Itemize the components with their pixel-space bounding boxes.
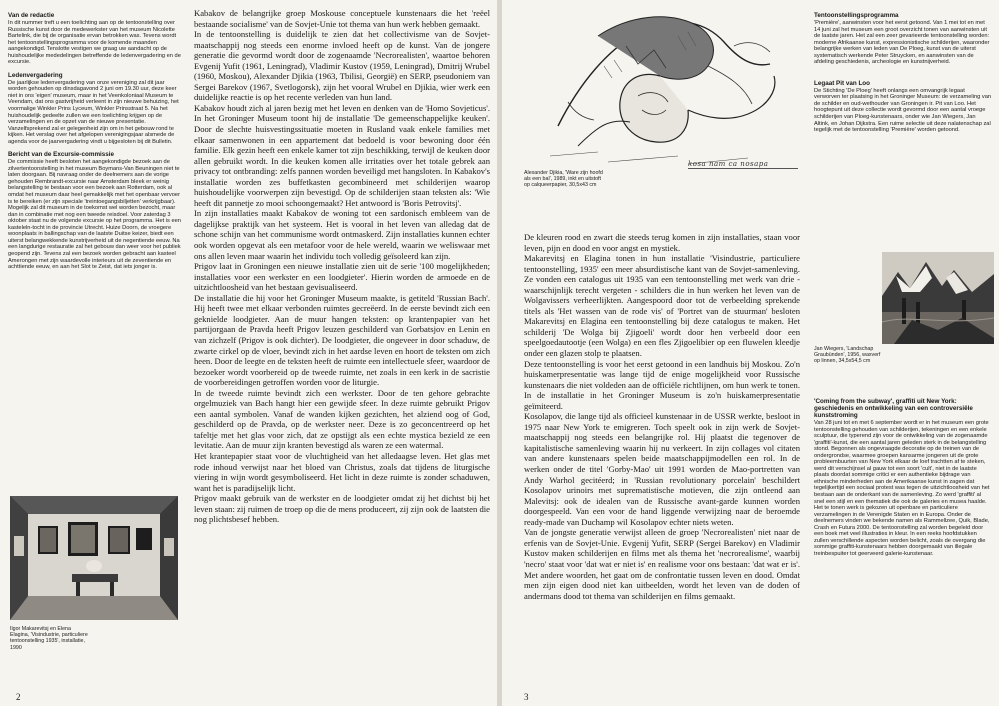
main-paragraph: De installatie die hij voor het Groninger Museum maakte, is getiteld 'Russian Bach'. Hij heeft twee met elkaar verbonden ruimtes gecreëerd. In de eerste bevindt zich een geknielde loodgieter. Aan de muur hangen teksten: op krantenpapier van het partijorgaan de Pravda heeft Prigov leuzen geschilderd van Gorbatsjov en Lenin en van zichzelf (Prigov is ook dichter). De loodgieter, die ongeveer in door schaduw, de zwarte cirkel op de vloer, bevindt zich in het aardse leven en hoort de teksten om zich heen. Door de leegte en de teksten heeft de ruimte een intellectuele sfeer, waardoor de bezoeker wordt voorbereid op de tweede ruimte, net zoals in een kerk in de sacristie de voorbereidingen getroffen worden voor de liturgie. xyxy=(194,292,490,388)
main-paragraph: In zijn installaties maakt Kabakov de woning tot een sardonisch embleem van de dagelijkse praktijk van het systeem. Het is vooral in het leven van alledag dat de schone schijn van het communisme wordt ontmaskerd. Zijn installaties kunnen echter ook worden opgevat als een metafoor voor de hele wereld, waarin we weliswaar met ons allen leven maar waarin het individu toch volledig geïsoleerd kan zijn. xyxy=(194,208,490,261)
main-paragraph: Makarevitsj en Elagina tonen in hun installatie 'Visindustrie, particuliere tentoonstelling, 1935' een meer absurdistische kant van de Sovjet-samenleving. Ze vonden een catalogus uit 1935 van een tentoonstelling met werk van drie - waarschijnlijk terecht vergeten - schilders die in hun werken het leven van de Wolgavissers verheerlijkten. Aangespoord door tot de verbeelding sprekende titels als 'Het wassen van de rode vis' of 'Portret van de stuurman' besloten Makarevitsj en Elagina een tentoonstelling bij deze catalogus te maken. Het schilderij 'De Wolga bij Zjigoeli' wordt door hen verbeeld door een speelgoedautootje (een Wolga) en een fles Zjigoelibier op een fluwelen kleedje onder een glazen stolp te plaatsen. xyxy=(524,253,800,359)
main-paragraph: Deze tentoonstelling is voor het eerst getoond in een landhuis bij Moskou. Zo'n huiskamerpresentatie was lange tijd de enige mogelijkheid voor Russische kunstenaars die niet voldeden aan de officiële richtlijnen, om hun werk te tonen. In de installatie in het Groninger Museum is zo'n huiskamerpresentatie geïmiteerd. xyxy=(524,358,800,411)
main-paragraph: Prigov maakt gebruik van de werkster en de loodgieter omdat zij het dichtst bij het leven staan: zij ruimen de troep op die de mens produceert, zij zijn ook de laatsten die nog plichtsbesef hebben. xyxy=(194,493,490,525)
section-legaat-pit-van-loo xyxy=(814,80,992,134)
photo-caption-text: Ilgor Makarevitsj en Elena Elagina, 'Visindustrie, particuliere tentoonstelling 1935', installatie, 1990 xyxy=(10,626,88,651)
page-number: 3 xyxy=(524,692,529,702)
section-title: Van de redactie xyxy=(8,12,55,19)
main-paragraph: De kleuren rood en zwart die steeds terug komen in zijn installaties, staan voor leven, pijn en dood en voor angst en mystiek. xyxy=(524,232,800,253)
left-sidebar xyxy=(8,12,183,496)
artwork-caption xyxy=(524,170,606,220)
right-page xyxy=(502,0,999,706)
section-title: Bericht van de Excursie-commissie xyxy=(8,151,115,159)
section-excursie xyxy=(8,151,183,270)
graffiti-section xyxy=(814,398,992,688)
artwork-inscription: kosa nam ca nosapa xyxy=(688,160,798,169)
section-title: Legaat Pit van Loo xyxy=(814,79,870,87)
graffiti-title: 'Coming from the subway', graffiti uit New York: geschiedenis en ontwikkeling van een controversiële kunststroming xyxy=(814,398,973,419)
right-sidebar-top xyxy=(814,12,992,242)
main-paragraph: In de tentoonstelling is duidelijk te zien dat het collectivisme van de Sovjet-maatschappij nog steeds een enorme invloed heeft op de kunst. Van de jongere generatie die gevormd wordt door de zogenaamde 'Necrorealisten', waartoe behoren Evgenij Yufit (1961, Leningrad), Vladimir Kustov (1959, Leningrad), Dmitrij Wrubel (1960, Moskou), Alexander Djikia (1963, Tbilisi, Georgië) en SERP, pseudoniem van Sergei Barekov (1967, Svetlogorsk), zijn het vooral Wrubel en Djikia, wier werk een duidelijke reactie is op het recente verleden van hun land. xyxy=(194,29,490,103)
section-title: Tentoonstellingsprogramma xyxy=(814,12,899,19)
section-body: De commissie heeft besloten het aangekondigde bezoek aan de zilvertentoonstelling in het museum Boymans-Van Beuningen niet te laten doorgaan. Bij navraag onder de deelnemers aan de vorige gehouden Rembrandt-excursie naar Amsterdam bleek er weinig belangstelling te bestaan voor een bezoek aan Rotterdam, ook al omdat het museum daar heel gemakkelijk met het openbaar vervoer is te bereiken (er zijn speciale 'treintoegangsbiljetten' verkrijgbaar). Mogelijk zal dit museum in de toekomst wel worden bezocht, maar dan in combinatie met nog een tweede reisdoel. Voor zaterdag 3 oktober staat nu de volgende excursie op het programma. Het is een kasteleln-tocht in de provincie Utrecht. Huize Doorn, de vroegere woonplaats in ballingschap van de laatste Duitse keizer, biedt een uiterst belangwekkende kunstrijverheid uit de negentiende eeuw. Na een langdurige restauratie zal het gebouw dan weer voor het publiek geopend zijn. Tevens zal een bezoek worden gebracht aan kasteel Amerongen met zijn waardevolle interieurs uit de zeventiende en achttiende eeuw, en aan het Slot te Zeist, dat iets jonger is. xyxy=(8,159,181,271)
installation-photo xyxy=(10,496,178,620)
painting-caption-text: Jan Wiegers, 'Landschap Graubünden', 1956, waxverf op linnen, 34,5x54,5 cm xyxy=(814,346,881,365)
artwork-caption-text: Alexander Djikia, 'Ware zijn hoofd als een bal', 1989, inkt en uitstoft op calqueerpapier, 30,5x43 cm xyxy=(524,170,603,189)
main-paragraph: Van de jongste generatie verwijst alleen de groep 'Necrorealisten' niet naar de erfenis van de Sovjet-Unie. Evgenij Yufit, SERP (Sergei Barekov) en Vladimir Kustov maken schilderijen en films met als thema het 'necrorealisme', waarbij 'necro' staat voor 'dat wat er niet is' en realisme voor ons bestaan: 'dat wat er is'. Met andere woorden, het gaat om de confrontatie tussen leven en dood. Omdat men zijn eigen dood niet kan uitbeelden, wordt het leven van de doden of andermans dood tot thema van schilderijen en films gemaakt. xyxy=(524,527,800,601)
wiegers-painting xyxy=(882,252,994,344)
section-van-de-redactie xyxy=(8,12,183,66)
page-number: 2 xyxy=(16,692,21,702)
section-tentoonstellingsprogramma xyxy=(814,12,992,66)
djikia-ink-drawing xyxy=(538,6,798,174)
main-paragraph: Het krantepapier staat voor de vluchtigheid van het alledaagse leven. Het glas met rode inhoud verwijst naar het bloed van Christus, zoals dat tijdens de liturgische viering in wijn wordt gesymboliseerd. Het licht in deze ruimte is zonder schaduwen, want het is paradijselijk licht. xyxy=(194,450,490,493)
section-body: De Stichting 'De Ploeg' heeft onlangs een omvangrijk legaat verworven ter plaatsing in het Groninger Museum: de verzameling van de schilder en oud-wethouder van Groningen ir. Pit van Loo. Het hoogtepunt uit deze collectie wordt gevormd door een aantal vroege schilderijen van Ploeg-kunstenaars, onder wie Jan Wiegers, Jan Altink, en Johan Dijkstra. Een ruime selectie uit deze nalatenschap zal tegelijk met de tentoonstelling 'Première' worden getoond. xyxy=(814,87,992,134)
painting-caption xyxy=(814,346,886,396)
section-title: Ledenvergadering xyxy=(8,71,63,79)
section-body: 'Première', aanwinsten voor het eerst getoond. Van 1 mei tot en met 14 juni zal het museum een groot overzicht tonen van aanwinsten uit de laatste jaren. Het zal een zeer gevarieerde tentoonstelling worden: moderne Afrikaanse kunst, expressionistische schilderijen, waaronder belangrijke werken van leden van De Ploeg, kunst van de uiterst systematisch werkende Peter Struycken, en aanwinsten van de afdeling geschiedenis, archeologie en kunstnijverheid. xyxy=(814,20,990,66)
section-body: In dit nummer treft u een toelichting aan op de tentoonstelling over Russische kunst door de medewerkster van het museum Nicolette Bartelink, die bij de organisatie ervan betrokken was. Tevens wordt het tentoonstellingsprogramma voor de komende maanden aangekondigd. Tenslotte vestigen we graag uw aandacht op de huishoudelijke mededelingen betreffende de ledenvergadering en de excursie. xyxy=(8,20,181,66)
main-paragraph: In de tweede ruimte bevindt zich een werkster. Door de ten gehore gebrachte orgelmuziek van Bach hangt hier een gewijde sfeer. In deze ruimte gebruikt Prigov een aantal symbolen. Vanaf de wanden kijken gezichten, het alziend oog of God, geschilderd op de Pravda, op de werkster neer. Deze is zo geconcentreerd op het tafeltje met het glas voor zich, dat ze opstijgt als een echte mystica bezield ze een levitatie. Aan de muur zijn kranten bevestigd als waren ze een watermal. xyxy=(194,387,490,451)
left-page xyxy=(0,0,497,706)
right-main-column xyxy=(524,232,800,684)
main-paragraph: Kosolapov, die lange tijd als officieel kunstenaar in de USSR werkte, besloot in 1975 naar New York te emigreren. Toch speelt ook in zijn werk de Sovjet-maatschappij nog steeds een belangrijke rol. Hij plaatst die tegenover de kapitalistische samenleving waarin hij nu verkeert. In zijn collages vol citaten van andere kunstenaars spelen beide maatschappijmodellen een rol. In de werken onder de titel 'Gorby-Mao' uit 1991 worden de Mao-portretten van Andy Warhol gecitéerd; in 'Russian revolutionary porcelain' beschildert Kosolapov urinoirs met suprematistische motieven, die zijn ontleend aan Malevitsj: ook de idealen van de Russische avant-garde kunnen worden doorgespeeld. Van een voor de hand liggende verwijzing naar de beroemde ready-made van Duchamp wil Kosolapov echter niets weten. xyxy=(524,411,800,527)
photo-caption xyxy=(10,626,88,686)
main-paragraph: Prigov laat in Groningen een nieuwe installatie zien uit de serie '100 mogelijkheden; installaties voor een werkster en een loodgieter'. Hierin worden de armoede en de uitzichtloosheid van het bestaan gevisualiseerd. xyxy=(194,261,490,293)
left-main-column xyxy=(194,8,490,690)
section-ledenvergadering xyxy=(8,72,183,145)
main-paragraph: Kabakov de belangrijke groep Moskouse conceptuele kunstenaars die het 'reëel bestaande socialisme' van de Sovjet-Unie tot thema van hun werk hebben gemaakt. xyxy=(194,8,490,29)
graffiti-body: Van 28 juni tot en met 6 september wordt er in het museum een grote tentoonstelling gehouden van schilderijen, tekeningen en een enkele sculptuur, die typerend zijn voor de ontwikkeling van de zogenaamde 'graffiti'-kunst, die een aantal jaren geleden sterk in de belangstelling stond. Begonnen als ongevraagde decoratie op de treinen van de ondergrondse, waarmee groepen kansarme jongeren uit de grote probleembuurten van New York elkaar de loef trachtten af te steken, werd dit verschijnsel al gauw tot een soort 'cult', niet in de laatste plaats doordat sommige critici er een authentieke bijdrage van ethnische minderheden aan de Amerikaanse kunst in zagen dat tegelijkertijd een sociaal protest was tegen de uitzichtloosheid van het bestaan aan de onderkant van de samenleving. Zo werd 'graffiti' al snel een stijl en een thematiek die ook de galeries en musea haalde. Het te tonen werk is gekozen uit openbare en particuliere verzamelingen in de Verenigde Staten en in Europa. Onder de deelnemers vinden we bekende namen als Rammellzee, Quik, Blade, Crash en Futura 2000. De tentoonstelling zal worden begeleid door een boek met veel illustraties in kleur. In een reeks hoofdstukken zullen verschillende aspecten worden belicht, zoals de overgang die sommige graffiti-kunstenaars hebben doorgemaakt van illegale treinbespuiter tot geerveerd galerie-kunstenaar. xyxy=(814,420,990,557)
section-body: De jaarlijkse ledenvergadering van onze vereniging zal dit jaar worden gehouden op dinsdagavond 2 juni om 19.30 uur, deze keer niet in ons 'eigen' museum, maar in het Veenkoloniaal Museum te Veendam, dat ons gastvrijheid verleent in zijn nieuwe behuizing, het voormalige Winkler Prins Lyceum, Winkler Prinsstraat 5. Na het huishoudelijk gedeelte zullen we een toelichting krijgen op de verzamelingen en de opzet van de nieuwe presentatie. Vanzelfsprekend zal er gelegenheid zijn om in het gebouw rond te kijken. Het verslag over het afgelopen verenigingsjaar alsmede de agenda voor de jaarvergadering vindt u bijgesloten bij dit Bulletin. xyxy=(8,79,179,145)
main-paragraph: Kabakov houdt zich al jaren bezig met het leven en denken van de 'Homo Sovjeticus'. In het Groninger Museum toont hij de installatie 'De gemeenschappelijke keuken'. Door de slechte huisvestingssituatie moeten in Rusland vaak enkele families met elkaar samenwonen in een appartement dat bedoeld is voor bewoning door één familie. Elk gezin heeft een enkele kamer tot zijn beschikking, terwijl de keuken door allen gebruikt wordt. In die keuken komen alle irritaties over het totale gebrek aan privacy tot ontbranding: zelfs pannen worden beveiligd met hangsloten. In Kabakov's installatie worden zes buffetkasten gecombineerd met schilderijen waarop huishoudelijke voorwerpen zijn bevestigd. Op de schilderijen staan teksten als: 'Wie heeft dit pannetje zo mooi schoongemaakt? Het antwoord is 'Boris Petrovitsj'. xyxy=(194,102,490,208)
